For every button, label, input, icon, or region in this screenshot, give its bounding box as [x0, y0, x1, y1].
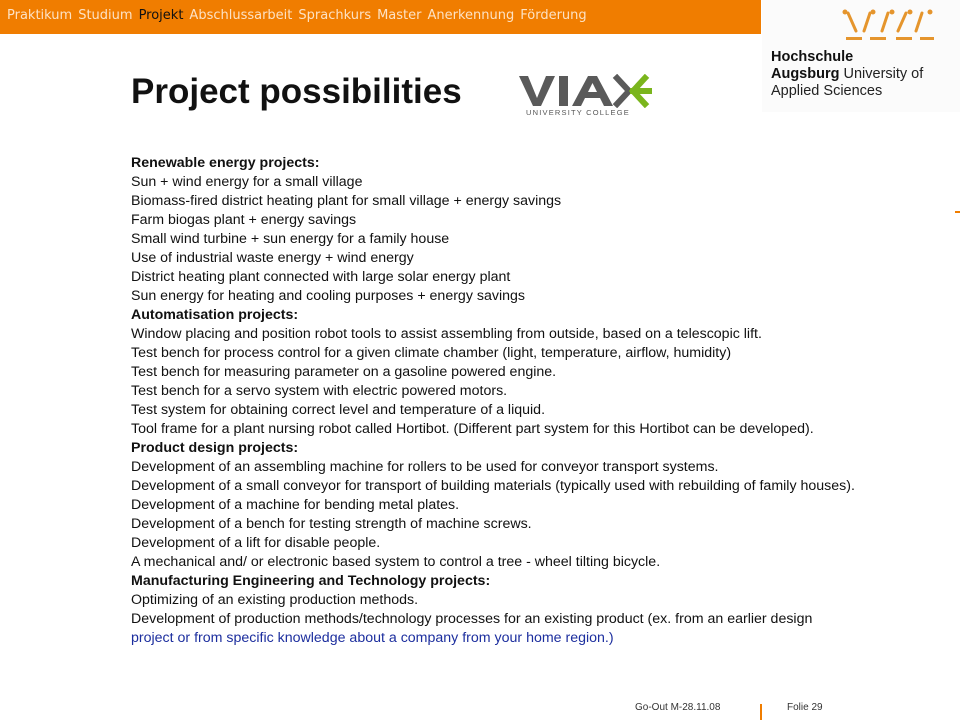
via-wordmark-graphic: [517, 74, 652, 108]
project-item: Small wind turbine + sun energy for a family house: [131, 231, 450, 247]
project-item: District heating plant connected with large solar energy plant: [131, 269, 511, 285]
section-heading: Renewable energy projects:: [131, 155, 320, 171]
via-university-college-logo: [517, 74, 652, 119]
project-item: Test system for obtaining correct level and temperature of a liquid.: [131, 402, 546, 418]
project-item: A mechanical and/ or electronic based system to control a tree - wheel tilting bicycle.: [131, 554, 661, 570]
footer-slide-number: Folie 29: [787, 702, 823, 713]
nav-item-foerderung[interactable]: Förderung: [520, 8, 587, 23]
project-item: Development of a bench for testing strength of machine screws.: [131, 516, 532, 532]
project-item: Biomass-fired district heating plant for small village + energy savings: [131, 193, 562, 209]
project-item: Test bench for measuring parameter on a gasoline powered engine.: [131, 364, 557, 380]
nav-item-sprachkurs[interactable]: Sprachkurs: [298, 8, 372, 23]
hsa-logo-text: [771, 49, 923, 100]
project-item: Development of a small conveyor for transport of building materials (typically used with rebuilding of family houses).: [131, 478, 855, 494]
section-heading: Product design projects:: [131, 440, 299, 456]
project-item: Development of a lift for disable people.: [131, 535, 381, 551]
section-heading: Manufacturing Engineering and Technology projects:: [131, 573, 491, 589]
nav-item-master[interactable]: Master: [377, 8, 422, 23]
hsa-line2-bold: Augsburg: [771, 66, 840, 82]
project-item: Test bench for a servo system with electric powered motors.: [131, 383, 508, 399]
project-item: Use of industrial waste energy + wind energy: [131, 250, 414, 266]
project-item: Optimizing of an existing production methods.: [131, 592, 419, 608]
hsa-line3: Applied Sciences: [771, 83, 883, 99]
project-item: Sun energy for heating and cooling purposes + energy savings: [131, 288, 525, 304]
project-item: Test bench for process control for a given climate chamber (light, temperature, airflow, humidity): [131, 345, 732, 361]
project-item: project or from specific knowledge about a company from your home region.): [131, 630, 614, 646]
project-item: Tool frame for a plant nursing robot called Hortibot. (Different part system for this Hortibot can be developed).: [131, 421, 814, 437]
project-item: Farm biogas plant + energy savings: [131, 212, 357, 228]
via-logo-subline: UNIVERSITY COLLEGE: [526, 108, 630, 117]
nav-item-projekt[interactable]: Projekt: [138, 8, 184, 23]
section-heading: Automatisation projects:: [131, 307, 299, 323]
page-title: Project possibilities: [131, 72, 462, 111]
top-navigation-bar: [0, 0, 761, 34]
nav-item-praktikum[interactable]: Praktikum: [7, 8, 73, 23]
hsa-line1: Hochschule: [771, 49, 854, 65]
project-item: Development of an assembling machine for rollers to be used for conveyor transport systems.: [131, 459, 719, 475]
footer-divider: [760, 704, 762, 720]
project-item: Sun + wind energy for a small village: [131, 174, 363, 190]
footer-event-label: Go-Out M-28.11.08: [635, 702, 721, 713]
nav-item-studium[interactable]: Studium: [78, 8, 133, 23]
nav-item-abschlussarbeit[interactable]: Abschlussarbeit: [189, 8, 293, 23]
hsa-figure-mark-icon: [840, 7, 940, 43]
project-list: [131, 154, 956, 648]
hsa-line2-rest: University of: [839, 66, 924, 82]
project-item: Development of a machine for bending metal plates.: [131, 497, 460, 513]
project-item: Window placing and position robot tools to assist assembling from outside, based on a telescopic lift.: [131, 326, 762, 342]
top-nav-menu: [7, 8, 587, 23]
nav-item-anerkennung[interactable]: Anerkennung: [427, 8, 515, 23]
project-item: Development of production methods/technology processes for an existing product (ex. from an earlier design: [131, 611, 813, 627]
hochschule-augsburg-logo: [762, 0, 960, 112]
